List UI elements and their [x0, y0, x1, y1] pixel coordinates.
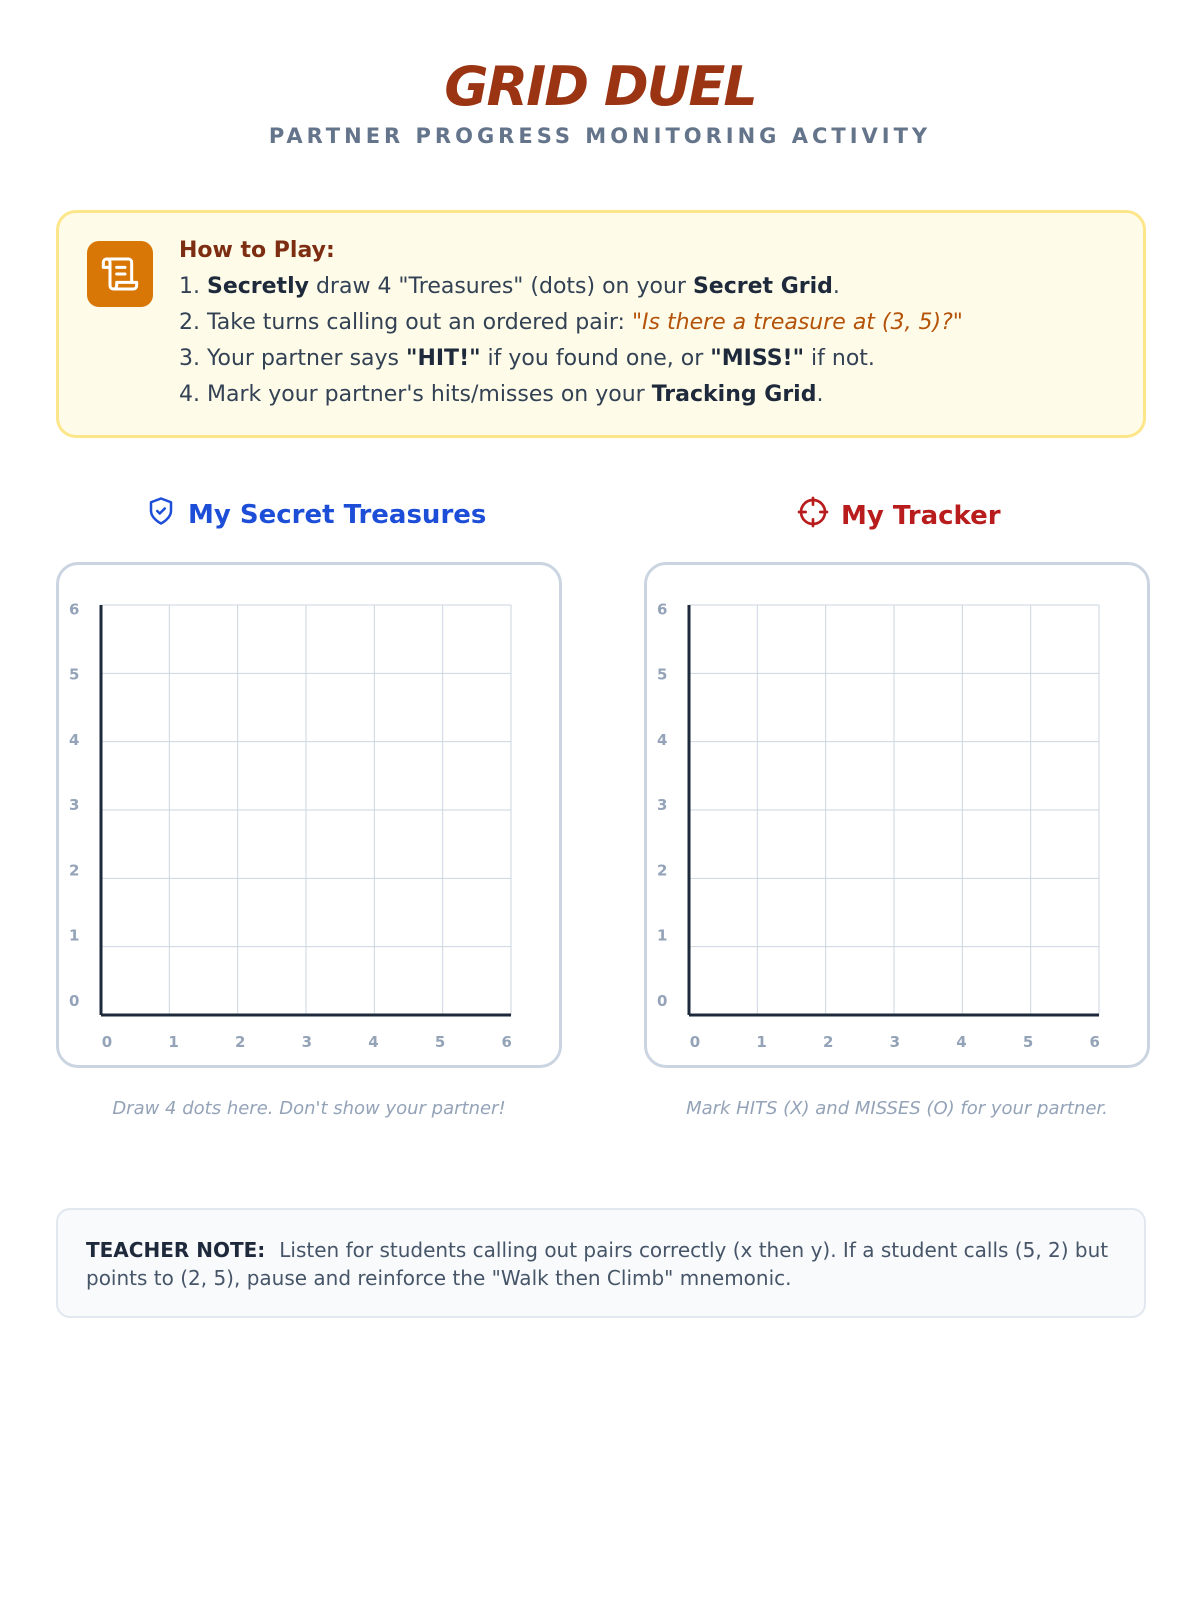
rules-list: [179, 269, 1119, 413]
rule-number: 1.: [179, 274, 207, 299]
y-tick-label: 0: [69, 992, 80, 1010]
header: [0, 56, 1200, 148]
x-tick-label: 3: [301, 1033, 313, 1051]
x-tick-label: 0: [101, 1033, 113, 1051]
secret-grid[interactable]: [56, 562, 562, 1068]
x-tick-label: 1: [168, 1033, 179, 1051]
rule-text: "MISS!": [710, 346, 805, 371]
secret-grid-plane[interactable]: [59, 565, 559, 1065]
rule-text: "HIT!": [406, 346, 481, 371]
page-subtitle: PARTNER PROGRESS MONITORING ACTIVITY: [268, 124, 932, 148]
y-tick-label: 3: [657, 796, 668, 815]
crosshair-icon: [797, 496, 829, 535]
y-tick-label: 6: [69, 600, 80, 619]
teacher-note-label: TEACHER NOTE:: [86, 1238, 266, 1262]
rule-item: [179, 341, 1119, 377]
x-tick-label: 4: [368, 1033, 379, 1051]
x-tick-label: 6: [501, 1033, 512, 1051]
x-tick-label: 1: [756, 1033, 767, 1051]
rule-item: [179, 305, 1119, 341]
tracker-grid[interactable]: [644, 562, 1150, 1068]
tracker-grid-plane[interactable]: [647, 565, 1147, 1065]
rule-text: .: [816, 382, 824, 407]
y-tick-label: 2: [657, 861, 668, 880]
y-tick-label: 2: [69, 861, 80, 880]
x-tick-label: 2: [235, 1033, 246, 1051]
x-tick-label: 2: [823, 1033, 834, 1051]
tracker-grid-title-text: My Tracker: [841, 500, 1001, 531]
y-tick-label: 5: [69, 665, 80, 684]
rule-text: if you found one, or: [480, 346, 711, 371]
tracker-grid-title: [797, 496, 1001, 535]
y-tick-label: 0: [657, 992, 668, 1010]
rule-text: Mark your partner's hits/misses on your: [206, 382, 652, 407]
secret-grid-caption: Draw 4 dots here. Don't show your partner!: [112, 1098, 506, 1119]
x-tick-label: 4: [956, 1033, 967, 1051]
rule-number: 2.: [179, 310, 207, 335]
y-tick-label: 1: [69, 926, 80, 945]
x-tick-label: 0: [689, 1033, 701, 1051]
scroll-icon: [87, 241, 153, 307]
x-tick-label: 5: [1022, 1033, 1034, 1051]
page-title: GRID DUEL: [444, 55, 756, 118]
teacher-note: [56, 1208, 1146, 1318]
how-to-play-title: How to Play:: [179, 238, 335, 263]
x-tick-label: 3: [889, 1033, 901, 1051]
y-tick-label: 4: [657, 730, 668, 749]
y-tick-label: 5: [657, 665, 668, 684]
teacher-note-text: Listen for students calling out pairs correctly (x then y). If a student calls (5, 2) but points to (2, 5), pause and reinforce the "Walk then Climb" mnemonic.: [86, 1238, 1109, 1290]
rule-number: 4.: [179, 382, 207, 407]
rule-text: Take turns calling out an ordered pair:: [206, 310, 632, 335]
shield-check-icon: [146, 496, 176, 533]
rule-text: "Is there a treasure at (3, 5)?": [631, 310, 963, 335]
rule-item: [179, 269, 1119, 305]
tracker-grid-caption: Mark HITS (X) and MISSES (O) for your partner.: [686, 1098, 1108, 1119]
y-tick-label: 1: [657, 926, 668, 945]
secret-grid-title-text: My Secret Treasures: [188, 499, 487, 530]
how-to-play-panel: [56, 210, 1146, 438]
y-tick-label: 4: [69, 730, 80, 749]
rule-text: draw 4 "Treasures" (dots) on your: [308, 274, 693, 299]
rule-text: if not.: [804, 346, 875, 371]
rule-text: Your partner says: [206, 346, 406, 371]
x-tick-label: 6: [1089, 1033, 1100, 1051]
rule-text: Tracking Grid: [651, 382, 817, 407]
rule-text: .: [832, 274, 840, 299]
y-tick-label: 3: [69, 796, 80, 815]
rule-text: Secret Grid: [692, 274, 833, 299]
x-tick-label: 5: [434, 1033, 446, 1051]
rule-text: Secretly: [206, 274, 309, 299]
rule-item: [179, 377, 1119, 413]
rule-number: 3.: [179, 346, 207, 371]
y-tick-label: 6: [657, 600, 668, 619]
secret-grid-title: [146, 496, 486, 533]
